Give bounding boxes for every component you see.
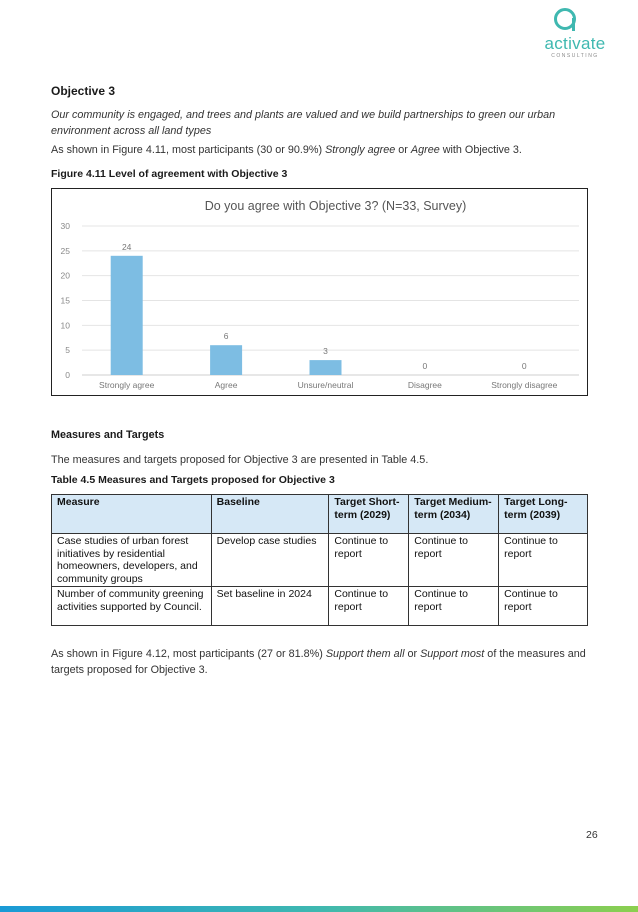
category-label: Agree	[214, 380, 238, 390]
category-label: Disagree	[407, 380, 442, 390]
para1-prefix: As shown in Figure 4.11, most participants (30 or 90.9%)	[51, 144, 326, 156]
measures-heading: Measures and Targets	[51, 429, 165, 441]
data-label: 0	[422, 361, 428, 371]
y-tick-label: 0	[65, 370, 70, 380]
bar	[310, 360, 342, 375]
data-label: 24	[121, 241, 132, 252]
para1-em1: Strongly agree	[325, 144, 396, 156]
table-header-cell: Target Long-term (2039)	[499, 495, 588, 534]
figure-caption: Figure 4.11 Level of agreement with Objective 3	[51, 168, 288, 180]
measures-paragraph: The measures and targets proposed for Objective 3 are presented in Table 4.5.	[51, 454, 429, 466]
measures-table	[51, 494, 588, 626]
footer-color-bar	[0, 906, 638, 912]
logo-tail-icon	[572, 18, 575, 31]
table-header-row	[52, 495, 588, 534]
activate-logo	[530, 6, 620, 60]
table-cell: Continue to report	[329, 587, 409, 626]
para1-suffix: with Objective 3.	[439, 144, 522, 156]
bar	[111, 256, 143, 375]
table-cell: Continue to report	[409, 587, 499, 626]
table-cell: Develop case studies	[211, 534, 329, 587]
table-cell: Case studies of urban forest initiatives by residential homeowners, developers, and community groups	[52, 534, 212, 587]
support-paragraph	[51, 646, 591, 678]
table-header-cell: Measure	[52, 495, 212, 534]
data-label: 0	[521, 361, 527, 371]
logo-subtitle: CONSULTING	[551, 53, 599, 59]
y-tick-label: 10	[60, 320, 70, 331]
table-caption: Table 4.5 Measures and Targets proposed for Objective 3	[51, 474, 335, 486]
category-label: Strongly disagree	[491, 380, 558, 390]
table-cell: Set baseline in 2024	[211, 587, 329, 626]
para2-prefix: As shown in Figure 4.12, most participants (27 or 81.8%)	[51, 648, 326, 660]
table-cell: Continue to report	[499, 587, 588, 626]
table-header-cell: Target Short-term (2029)	[329, 495, 409, 534]
category-label: Strongly agree	[99, 380, 155, 390]
para2-em1: Support them all	[325, 648, 405, 660]
agreement-paragraph	[51, 142, 591, 158]
para1-mid: or	[395, 144, 411, 156]
para2-em2: Support most	[420, 648, 485, 660]
table-header-cell: Baseline	[211, 495, 329, 534]
objective-statement: Our community is engaged, and trees and plants are valued and we build partnerships to green our urban environment across all land types	[51, 109, 556, 137]
y-tick-label: 20	[60, 270, 70, 281]
para2-suffix: of the measures and targets proposed for Objective 3.	[51, 648, 586, 676]
objective-heading: Objective 3	[51, 84, 116, 98]
table-row	[52, 534, 588, 587]
data-label: 6	[223, 331, 229, 342]
table-row	[52, 587, 588, 626]
para1-em2: Agree	[410, 144, 440, 156]
agreement-chart	[51, 188, 588, 396]
table-header-cell: Target Medium-term (2034)	[409, 495, 499, 534]
y-tick-label: 5	[65, 345, 70, 356]
para2-mid: or	[404, 648, 421, 660]
data-label: 3	[323, 346, 328, 357]
page-number: 26	[586, 829, 598, 841]
y-tick-label: 25	[60, 245, 70, 256]
category-label: Unsure/neutral	[297, 380, 354, 390]
table-cell: Number of community greening activities supported by Council.	[52, 587, 212, 626]
table-cell: Continue to report	[499, 534, 588, 587]
logo-wordmark: activate	[544, 34, 606, 53]
chart-svg	[52, 189, 589, 397]
y-tick-label: 15	[60, 295, 70, 306]
chart-title: Do you agree with Objective 3? (N=33, Survey)	[204, 199, 467, 213]
table-cell: Continue to report	[409, 534, 499, 587]
y-tick-label: 30	[60, 221, 70, 231]
table-cell: Continue to report	[329, 534, 409, 587]
bar	[210, 345, 242, 375]
